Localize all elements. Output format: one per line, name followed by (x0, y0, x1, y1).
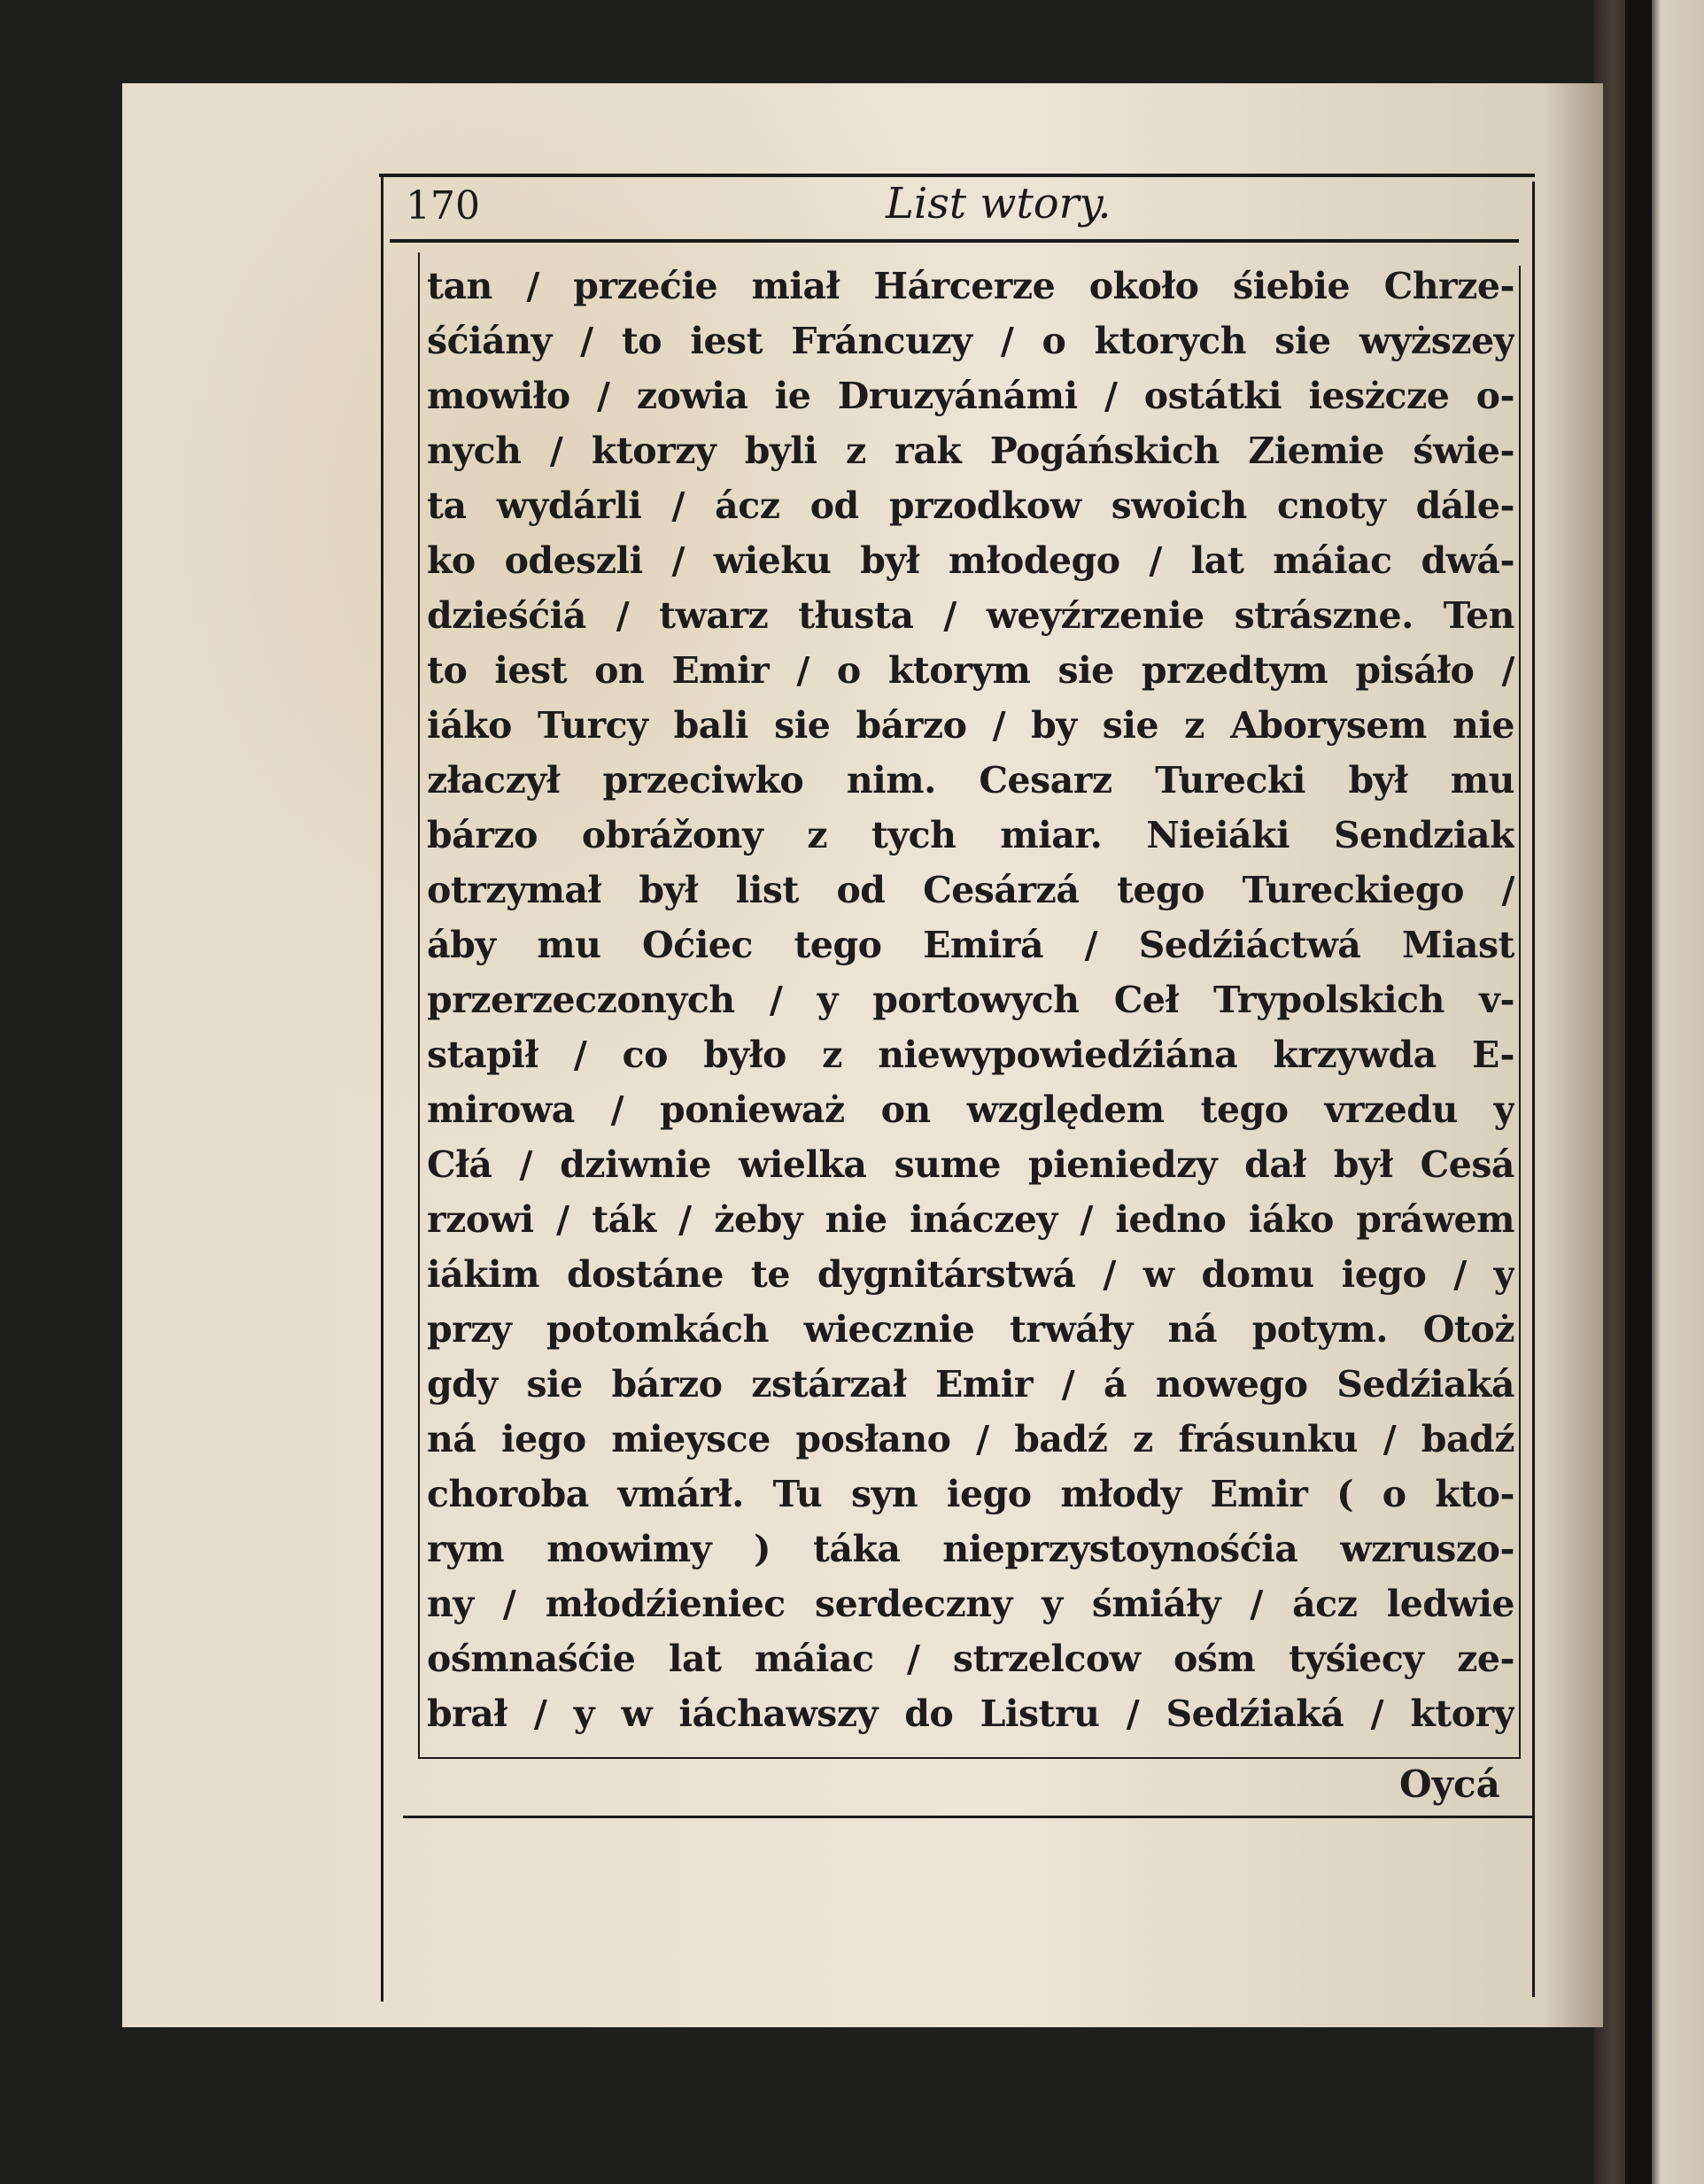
text-line: bárzo obrážony z tych miar. Nieiáki Sendziak (427, 814, 1514, 856)
text-line: ná iego mieysce posłano / badź z frásunku / badź (427, 1418, 1514, 1460)
text-box-left-border (418, 252, 420, 1758)
text-line: Cłá / dziwnie wielka sume pieniedzy dał był Cesá (427, 1143, 1514, 1186)
text-line: stapił / co było z niewypowiedźiána krzywda E- (427, 1034, 1514, 1076)
text-line: ta wydárli / ácz od przodkow swoich cnoty dále- (427, 484, 1514, 527)
text-line: áby mu Oćiec tego Emirá / Sedźiáctwá Miast (427, 924, 1514, 966)
text-line: rzowi / ták / żeby nie ináczey / iedno iáko práwem (427, 1198, 1514, 1241)
text-line: to iest on Emir / o ktorym sie przedtym pisáło / (427, 649, 1514, 692)
text-line: złaczył przeciwko nim. Cesarz Turecki był mu (427, 759, 1514, 802)
text-line: iákim dostáne te dygnitárstwá / w domu iego / y (427, 1253, 1514, 1296)
running-head: List wtory. (886, 179, 1111, 228)
text-line: przy potomkách wiecznie trwáły ná potym. Otoż (427, 1308, 1514, 1351)
text-line: ośmnaśćie lat máiac / strzelcow ośm tyśiecy ze- (427, 1638, 1514, 1680)
text-box-right-border (1519, 266, 1521, 1758)
text-line: dzieśćiá / twarz tłusta / weyźrzenie strászne. Ten (427, 594, 1514, 637)
text-line: otrzymał był list od Cesárzá tego Tureckiego / (427, 869, 1514, 911)
left-border-outer (381, 177, 383, 2002)
page-number: 170 (406, 183, 480, 228)
bottom-rule-double (403, 1816, 1532, 1818)
body-text (427, 259, 1514, 1741)
text-line: nych / ktorzy byli z rak Pogáńskich Ziemie świe- (427, 430, 1514, 472)
text-line: mirowa / ponieważ on względem tego vrzedu y (427, 1088, 1514, 1131)
text-line: mowiło / zowia ie Druzyánámi / ostátki iesżcze o- (427, 375, 1514, 417)
text-line: choroba vmárł. Tu syn iego młody Emir ( o kto- (427, 1473, 1514, 1515)
text-line: ko odeszli / wieku był młodego / lat máiac dwá- (427, 539, 1514, 582)
text-line: brał / y w iáchawszy do Listru / Sedźiaká / ktory (427, 1692, 1514, 1735)
catchword: Oycá (1399, 1762, 1500, 1806)
text-box-bottom-rule (418, 1757, 1521, 1759)
text-line: śćiány / to iest Fráncuzy / o ktorych sie wyższey (427, 320, 1514, 362)
text-line: przerzeczonych / y portowych Ceł Trypolskich v- (427, 979, 1514, 1021)
book-gutter (1625, 0, 1652, 2184)
text-line: rym mowimy ) táka nieprzystoynośćia wzruszo- (427, 1528, 1514, 1570)
text-line: ny / młodźieniec serdeczny y śmiáły / ácz ledwie (427, 1583, 1514, 1625)
right-border-outer (1532, 182, 1535, 1997)
text-line: iáko Turcy bali sie bárzo / by sie z Aborysem nie (427, 704, 1514, 747)
text-line: tan / przećie miał Hárcerze około śiebie Chrze- (427, 265, 1514, 307)
text-line: gdy sie bárzo zstárzał Emir / á nowego Sedźiaká (427, 1363, 1514, 1406)
header-rule (390, 239, 1519, 243)
